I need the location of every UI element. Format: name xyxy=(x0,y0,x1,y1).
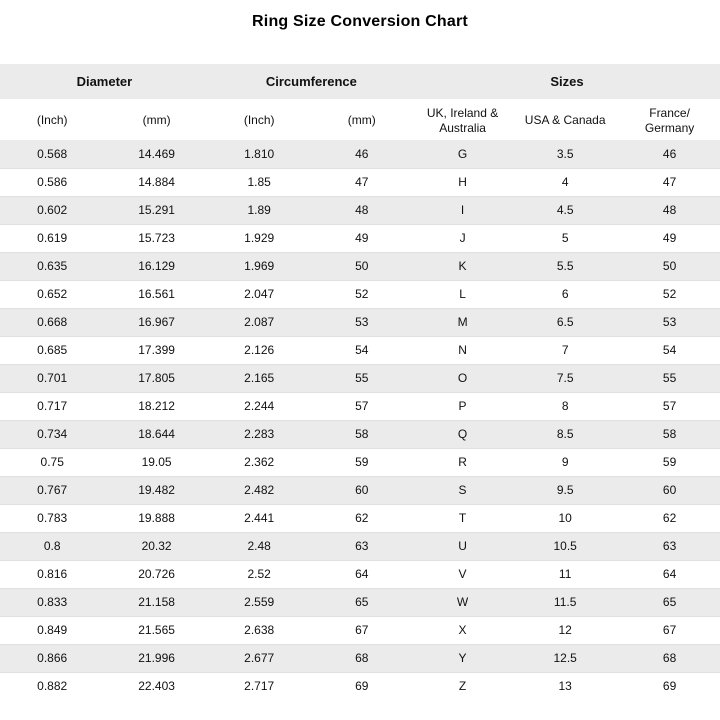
cell: 46 xyxy=(662,146,677,161)
cell: P xyxy=(458,399,467,413)
cell: 67 xyxy=(662,623,677,637)
cell: Y xyxy=(458,651,467,665)
cell: 60 xyxy=(662,483,677,497)
cell: N xyxy=(458,343,467,357)
page-title: Ring Size Conversion Chart xyxy=(252,13,468,30)
table-row xyxy=(0,308,720,336)
cell: 69 xyxy=(662,679,677,694)
cell: 1.969 xyxy=(244,259,275,273)
cell: R xyxy=(458,455,467,469)
cell: 2.126 xyxy=(244,343,275,357)
cell: 2.52 xyxy=(247,567,271,581)
cell: 4.5 xyxy=(556,203,574,217)
cell: 16.129 xyxy=(138,259,175,273)
cell: 0.783 xyxy=(37,511,68,525)
cell: 3.5 xyxy=(556,146,574,161)
cell: 19.05 xyxy=(141,455,172,469)
table-row xyxy=(0,280,720,308)
table-head xyxy=(0,64,720,140)
cell: 0.882 xyxy=(37,679,68,694)
cell: 0.685 xyxy=(37,343,68,357)
cell: 68 xyxy=(355,651,369,665)
cell: 5 xyxy=(561,231,569,245)
column-header-uk-ireland-australia: UK, Ireland & Australia xyxy=(414,100,511,140)
cell: 21.565 xyxy=(138,623,175,637)
cell: 58 xyxy=(662,427,677,441)
table-row xyxy=(0,504,720,532)
cell: 63 xyxy=(662,539,677,553)
cell: 14.469 xyxy=(138,146,175,161)
cell: 16.967 xyxy=(138,315,175,329)
cell: 18.644 xyxy=(138,427,175,441)
cell: 0.866 xyxy=(37,651,68,665)
cell: J xyxy=(459,231,466,245)
cell: 7.5 xyxy=(556,371,574,385)
cell: 11 xyxy=(558,567,572,581)
cell: V xyxy=(458,567,467,581)
table-row xyxy=(0,196,720,224)
cell: 0.602 xyxy=(37,203,68,217)
table-row xyxy=(0,588,720,616)
cell: 2.087 xyxy=(244,315,275,329)
cell: 19.888 xyxy=(138,511,175,525)
table-row xyxy=(0,252,720,280)
table-row xyxy=(0,532,720,560)
cell: 64 xyxy=(355,567,369,581)
cell: 8 xyxy=(561,399,569,413)
table-row xyxy=(0,420,720,448)
cell: 0.668 xyxy=(37,315,68,329)
cell: 65 xyxy=(662,595,677,609)
cell: 2.559 xyxy=(244,595,275,609)
table-row xyxy=(0,224,720,252)
cell: 19.482 xyxy=(138,483,175,497)
table-row xyxy=(0,644,720,672)
cell: 0.816 xyxy=(37,567,68,581)
cell: Z xyxy=(458,679,467,694)
cell: 62 xyxy=(355,511,369,525)
cell: W xyxy=(456,595,469,609)
cell: 20.32 xyxy=(141,539,172,553)
cell: 0.734 xyxy=(37,427,68,441)
cell: 1.89 xyxy=(247,203,271,217)
cell: 67 xyxy=(355,623,369,637)
cell: 22.403 xyxy=(138,679,175,694)
cell: 0.8 xyxy=(43,539,61,553)
cell: 0.586 xyxy=(37,175,68,189)
cell: I xyxy=(460,203,465,217)
cell: 11.5 xyxy=(553,595,577,609)
cell: 2.717 xyxy=(244,679,275,694)
cell: 64 xyxy=(662,567,677,581)
cell: X xyxy=(458,623,467,637)
table-row xyxy=(0,168,720,196)
cell: 2.482 xyxy=(244,483,275,497)
cell: 1.85 xyxy=(247,175,271,189)
cell: 2.638 xyxy=(244,623,275,637)
table-row xyxy=(0,672,720,700)
cell: 2.283 xyxy=(244,427,275,441)
cell: 20.726 xyxy=(138,567,175,581)
cell: 9 xyxy=(561,455,569,469)
cell: 12.5 xyxy=(553,651,577,665)
cell: 59 xyxy=(355,455,369,469)
cell: T xyxy=(458,511,467,525)
cell: 65 xyxy=(355,595,369,609)
cell: 2.244 xyxy=(244,399,275,413)
cell: 48 xyxy=(662,203,677,217)
cell: 12 xyxy=(558,623,572,637)
cell: 0.75 xyxy=(40,455,64,469)
cell: Q xyxy=(457,427,468,441)
cell: 6 xyxy=(561,287,569,301)
cell: 53 xyxy=(662,315,677,329)
cell: 13 xyxy=(558,679,572,694)
cell: 47 xyxy=(662,175,677,189)
table-row xyxy=(0,392,720,420)
column-header-circumference-inch: (Inch) xyxy=(209,100,310,140)
group-header-sizes: Sizes xyxy=(414,64,720,100)
table-row xyxy=(0,336,720,364)
cell: 15.291 xyxy=(138,203,175,217)
cell: 17.399 xyxy=(138,343,175,357)
cell: 0.701 xyxy=(37,371,68,385)
cell: 2.165 xyxy=(244,371,275,385)
cell: 54 xyxy=(662,343,677,357)
cell: 10 xyxy=(558,511,572,525)
cell: 47 xyxy=(355,175,369,189)
cell: 2.441 xyxy=(244,511,275,525)
cell: 14.884 xyxy=(138,175,175,189)
cell: 2.047 xyxy=(244,287,275,301)
cell: 55 xyxy=(355,371,369,385)
cell: K xyxy=(458,259,467,273)
cell: 2.362 xyxy=(244,455,275,469)
cell: 50 xyxy=(355,259,369,273)
cell: 60 xyxy=(355,483,369,497)
cell: 10.5 xyxy=(553,539,577,553)
column-header-diameter-mm: (mm) xyxy=(104,100,208,140)
cell: 1.810 xyxy=(244,146,275,161)
cell: 6.5 xyxy=(556,315,574,329)
column-header-diameter-inch: (Inch) xyxy=(0,100,104,140)
cell: U xyxy=(458,539,467,553)
cell: 8.5 xyxy=(556,427,574,441)
cell: 53 xyxy=(355,315,369,329)
table-body xyxy=(0,140,720,700)
cell: 17.805 xyxy=(138,371,175,385)
cell: L xyxy=(459,287,466,301)
cell: 48 xyxy=(355,203,369,217)
cell: 52 xyxy=(662,287,677,301)
cell: 69 xyxy=(355,679,369,694)
cell: 50 xyxy=(662,259,677,273)
cell: 52 xyxy=(355,287,369,301)
cell: 18.212 xyxy=(138,399,175,413)
cell: 55 xyxy=(662,371,677,385)
group-header-circumference: Circumference xyxy=(209,64,414,100)
cell: 0.652 xyxy=(37,287,68,301)
cell: H xyxy=(458,175,467,189)
cell: 21.158 xyxy=(138,595,175,609)
cell: 0.635 xyxy=(37,259,68,273)
table-row xyxy=(0,616,720,644)
column-header-france-germany: France/ Germany xyxy=(619,100,720,140)
cell: 49 xyxy=(662,231,677,245)
cell: O xyxy=(457,371,468,385)
cell: 0.833 xyxy=(37,595,68,609)
table-row xyxy=(0,140,720,168)
column-header-circumference-mm: (mm) xyxy=(310,100,414,140)
group-header-diameter: Diameter xyxy=(0,64,209,100)
cell: 2.677 xyxy=(244,651,275,665)
cell: 5.5 xyxy=(556,259,574,273)
cell: 2.48 xyxy=(247,539,271,553)
table-row xyxy=(0,560,720,588)
cell: 0.849 xyxy=(37,623,68,637)
cell: 0.619 xyxy=(37,231,68,245)
ring-size-table xyxy=(0,64,720,700)
cell: 57 xyxy=(355,399,369,413)
cell: 54 xyxy=(355,343,369,357)
cell: 46 xyxy=(355,146,369,161)
sub-header-row xyxy=(0,100,720,140)
cell: 0.767 xyxy=(37,483,68,497)
cell: G xyxy=(457,146,468,161)
cell: 63 xyxy=(355,539,369,553)
cell: 59 xyxy=(662,455,677,469)
cell: M xyxy=(457,315,468,329)
column-header-usa-canada: USA & Canada xyxy=(511,100,619,140)
cell: 9.5 xyxy=(556,483,574,497)
cell: 0.568 xyxy=(37,146,68,161)
group-header-row xyxy=(0,64,720,100)
cell: 4 xyxy=(561,175,569,189)
cell: 58 xyxy=(355,427,369,441)
table-row xyxy=(0,476,720,504)
cell: 15.723 xyxy=(138,231,175,245)
cell: 49 xyxy=(355,231,369,245)
table-row xyxy=(0,364,720,392)
cell: 57 xyxy=(662,399,677,413)
cell: 62 xyxy=(662,511,677,525)
cell: 1.929 xyxy=(244,231,275,245)
cell: 0.717 xyxy=(37,399,68,413)
table-row xyxy=(0,448,720,476)
cell: 7 xyxy=(561,343,569,357)
cell: 21.996 xyxy=(138,651,175,665)
cell: S xyxy=(458,483,467,497)
cell: 16.561 xyxy=(138,287,175,301)
cell: 68 xyxy=(662,651,677,665)
